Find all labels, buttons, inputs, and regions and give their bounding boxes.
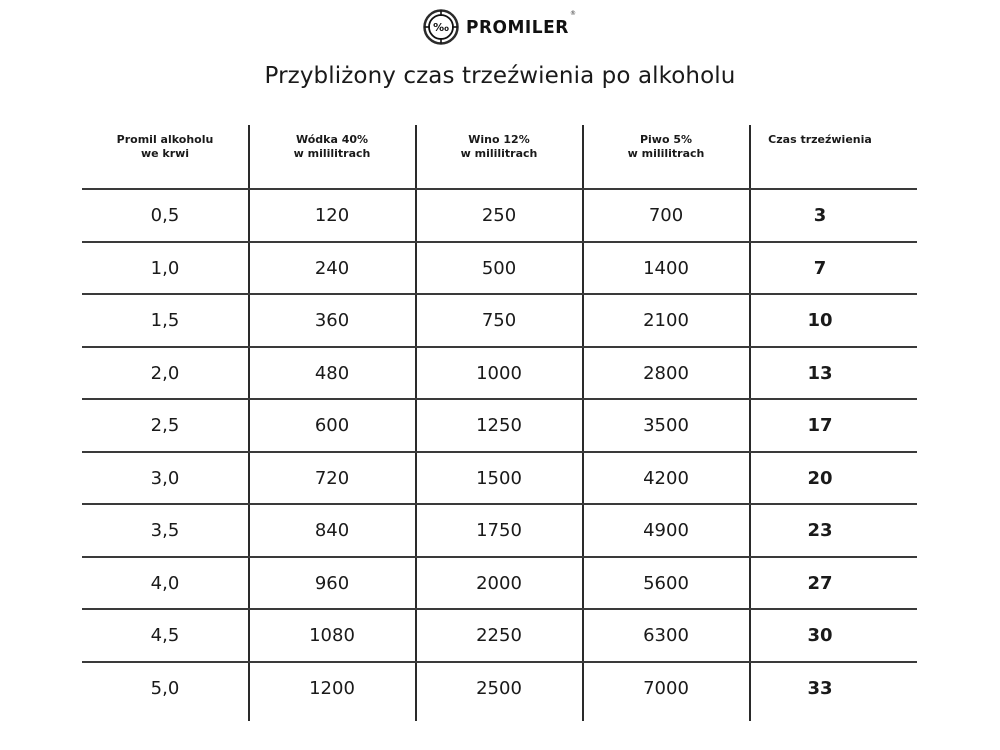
vodka-cell: 480 — [314, 363, 350, 384]
promil-cell: 1,5 — [150, 310, 180, 331]
promil-cell: 4,0 — [150, 573, 180, 594]
vodka-cell: 1200 — [309, 678, 355, 699]
beer-cell: 700 — [648, 205, 684, 226]
promil-cell: 2,0 — [150, 363, 180, 384]
sobering-time-cell: 10 — [807, 310, 833, 331]
sobering-time-cell: 30 — [807, 625, 833, 646]
vodka-cell: 120 — [314, 205, 350, 226]
beer-cell: 2100 — [643, 310, 689, 331]
beer-cell: 4900 — [643, 520, 689, 541]
sobering-time-cell: 7 — [813, 258, 827, 279]
wine-cell: 1250 — [476, 415, 522, 436]
column-header-beer: Piwo 5% w mililitrach — [627, 133, 705, 160]
beer-cell: 3500 — [643, 415, 689, 436]
promil-cell: 4,5 — [150, 625, 180, 646]
wine-cell: 250 — [481, 205, 517, 226]
vodka-cell: 360 — [314, 310, 350, 331]
wine-cell: 2250 — [476, 625, 522, 646]
beer-cell: 2800 — [643, 363, 689, 384]
wine-cell: 1500 — [476, 468, 522, 489]
sobering-time-cell: 27 — [807, 573, 833, 594]
per-mille-target-icon — [423, 9, 459, 45]
wine-cell: 2500 — [476, 678, 522, 699]
page-title: Przybliżony czas trzeźwienia po alkoholu — [264, 63, 736, 89]
promil-cell: 3,5 — [150, 520, 180, 541]
wine-cell: 1000 — [476, 363, 522, 384]
sobering-time-cell: 20 — [807, 468, 833, 489]
vodka-cell: 840 — [314, 520, 350, 541]
column-header-wine: Wino 12% w mililitrach — [460, 133, 538, 160]
column-header-sobering-time: Czas trzeźwienia — [768, 133, 872, 146]
vodka-cell: 960 — [314, 573, 350, 594]
column-header-promil: Promil alkoholu we krwi — [116, 133, 214, 160]
wine-cell: 2000 — [476, 573, 522, 594]
promil-cell: 1,0 — [150, 258, 180, 279]
brand-name: PROMILER — [466, 17, 569, 39]
beer-cell: 7000 — [643, 678, 689, 699]
vodka-cell: 1080 — [309, 625, 355, 646]
sobering-time-cell: 13 — [807, 363, 833, 384]
vodka-cell: 720 — [314, 468, 350, 489]
column-header-vodka: Wódka 40% w mililitrach — [293, 133, 371, 160]
promil-cell: 5,0 — [150, 678, 180, 699]
wine-cell: 1750 — [476, 520, 522, 541]
promil-cell: 3,0 — [150, 468, 180, 489]
promil-cell: 0,5 — [150, 205, 180, 226]
vodka-cell: 240 — [314, 258, 350, 279]
svg-text:‰: ‰ — [433, 21, 449, 34]
brand-logo — [423, 9, 569, 45]
sobering-time-cell: 3 — [813, 205, 827, 226]
beer-cell: 5600 — [643, 573, 689, 594]
registered-mark: ® — [570, 10, 576, 17]
beer-cell: 4200 — [643, 468, 689, 489]
sobering-time-cell: 23 — [807, 520, 833, 541]
wine-cell: 500 — [481, 258, 517, 279]
vodka-cell: 600 — [314, 415, 350, 436]
beer-cell: 1400 — [643, 258, 689, 279]
wine-cell: 750 — [481, 310, 517, 331]
promil-cell: 2,5 — [150, 415, 180, 436]
sobering-time-cell: 33 — [807, 678, 833, 699]
beer-cell: 6300 — [643, 625, 689, 646]
sobering-time-cell: 17 — [807, 415, 833, 436]
